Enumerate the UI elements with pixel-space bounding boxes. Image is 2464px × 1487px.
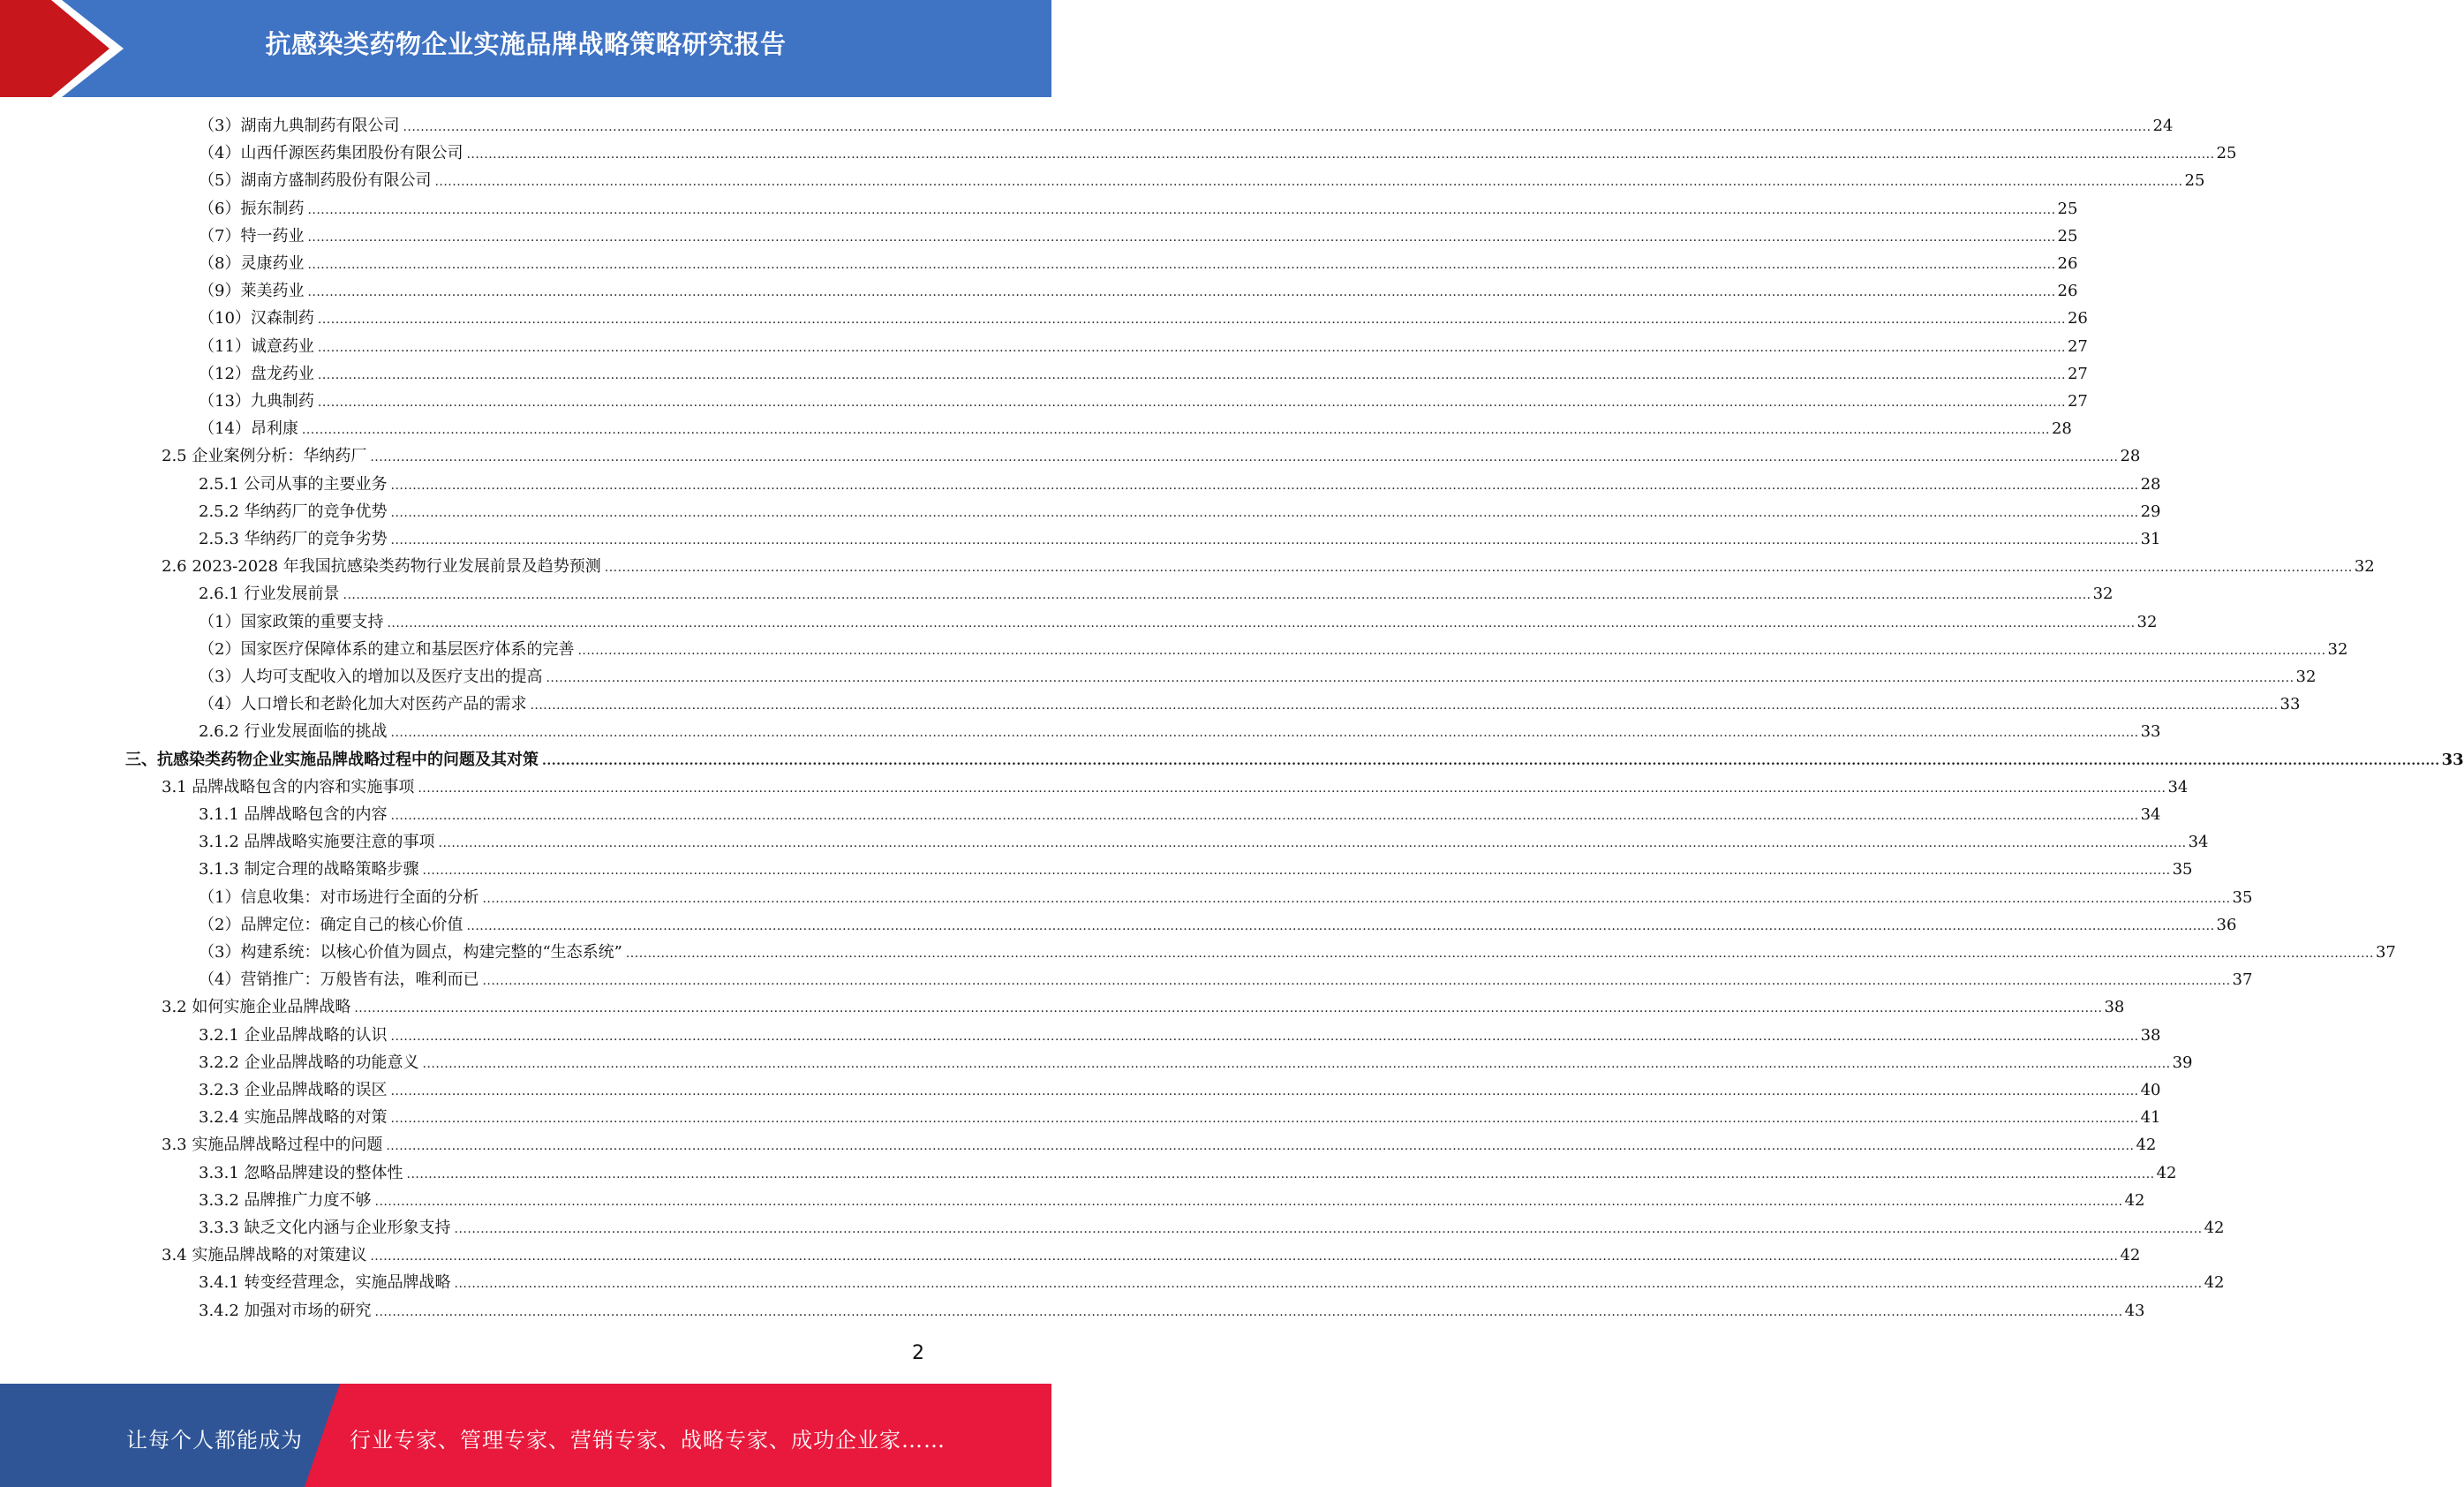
toc-dot-leader: ................................................................................................................................................................................................................................................................................................................................................................................................................ <box>422 864 2171 879</box>
toc-dot-leader: ................................................................................................................................................................................................................................................................................................................................................................................................................ <box>454 1222 2203 1236</box>
toc-entry-page: 25 <box>2057 226 2078 245</box>
toc-entry-page: 27 <box>2067 336 2088 356</box>
toc-entry[interactable] <box>199 223 2078 250</box>
toc-entry-title: 3.2.2 企业品牌战略的功能意义 <box>199 1053 419 1072</box>
toc-dot-leader: ................................................................................................................................................................................................................................................................................................................................................................................................................ <box>390 478 2139 493</box>
toc-entry-page: 34 <box>2167 777 2189 796</box>
toc-entry-title: 2.5 企业案例分析：华纳药厂 <box>162 447 367 466</box>
toc-entry-title: （2）国家医疗保障体系的建立和基层医疗体系的完善 <box>199 639 575 659</box>
toc-entry-title: （12）盘龙药业 <box>199 364 314 383</box>
toc-entry-title: （4）人口增长和老龄化加大对医药产品的需求 <box>199 695 527 714</box>
toc-entry-page: 29 <box>2140 502 2161 521</box>
report-title: 抗感染类药物企业实施品牌战略策略研究报告 <box>265 29 787 59</box>
toc-entry-title: 3.2 如何实施企业品牌战略 <box>162 998 351 1017</box>
toc-entry-page: 26 <box>2067 309 2088 328</box>
toc-dot-leader: ................................................................................................................................................................................................................................................................................................................................................................................................................ <box>546 671 2294 685</box>
toc-dot-leader: ................................................................................................................................................................................................................................................................................................................................................................................................................ <box>403 120 2151 134</box>
toc-entry[interactable] <box>199 691 2301 718</box>
toc-entry-title: 3.2.3 企业品牌战略的误区 <box>199 1081 388 1099</box>
toc-entry-page: 28 <box>2120 447 2141 466</box>
toc-entry-page: 26 <box>2057 282 2078 301</box>
toc-entry[interactable] <box>199 525 2161 553</box>
toc-entry[interactable] <box>199 1022 2161 1049</box>
toc-dot-leader: ................................................................................................................................................................................................................................................................................................................................................................................................................ <box>387 615 2136 630</box>
toc-dot-leader: ................................................................................................................................................................................................................................................................................................................................................................................................................ <box>577 643 2326 658</box>
toc-dot-leader: ................................................................................................................................................................................................................................................................................................................................................................................................................ <box>418 781 2166 796</box>
toc-entry-title: 3.3 实施品牌战略过程中的问题 <box>162 1136 383 1155</box>
toc-entry-title: 3.3.3 缺乏文化内涵与企业形象支持 <box>199 1219 451 1237</box>
toc-dot-leader: ................................................................................................................................................................................................................................................................................................................................................................................................................ <box>307 285 2056 300</box>
toc-entry-page: 33 <box>2441 750 2464 769</box>
toc-entry-title: （4）营销推广：万般皆有法，唯利而已 <box>199 970 479 990</box>
toc-entry-page: 27 <box>2067 364 2088 383</box>
toc-entry-page: 39 <box>2172 1053 2193 1072</box>
toc-entry[interactable] <box>162 774 2189 801</box>
toc-entry-page: 26 <box>2057 254 2078 273</box>
toc-entry-page: 24 <box>2152 117 2174 135</box>
toc-entry[interactable] <box>199 608 2158 636</box>
toc-dot-leader: ................................................................................................................................................................................................................................................................................................................................................................................................................ <box>390 1112 2139 1127</box>
toc-entry[interactable] <box>199 1076 2161 1104</box>
toc-dot-leader: ................................................................................................................................................................................................................................................................................................................................................................................................................ <box>390 533 2139 547</box>
toc-entry-title: 2.5.2 华纳药厂的竞争优势 <box>199 502 388 521</box>
toc-entry-title: （2）品牌定位：确定自己的核心价值 <box>199 915 463 934</box>
toc-entry-page: 25 <box>2216 144 2237 163</box>
toc-entry-title: 3.4.2 加强对市场的研究 <box>199 1301 372 1320</box>
toc-entry-title: 3.4 实施品牌战略的对策建议 <box>162 1246 367 1265</box>
page-footer <box>0 1384 1051 1487</box>
toc-entry[interactable] <box>199 471 2161 498</box>
toc-entry-title: 2.5.1 公司从事的主要业务 <box>199 474 388 494</box>
toc-entry-title: （6）振东制药 <box>199 199 305 218</box>
toc-dot-leader: ................................................................................................................................................................................................................................................................................................................................................................................................................ <box>390 1029 2139 1044</box>
toc-entry-page: 37 <box>2375 943 2396 962</box>
toc-entry[interactable] <box>199 195 2078 223</box>
toc-dot-leader: ................................................................................................................................................................................................................................................................................................................................................................................................................ <box>406 1166 2155 1181</box>
toc-entry-title: 2.6.1 行业发展前景 <box>199 585 340 604</box>
toc-entry-page: 33 <box>2279 695 2301 714</box>
toc-dot-leader: ................................................................................................................................................................................................................................................................................................................................................................................................................ <box>466 147 2215 162</box>
toc-entry-page: 28 <box>2140 474 2161 494</box>
toc-entry-page: 43 <box>2124 1301 2145 1320</box>
toc-entry-title: （3）人均可支配收入的增加以及医疗支出的提高 <box>199 668 543 686</box>
toc-dot-leader: ................................................................................................................................................................................................................................................................................................................................................................................................................ <box>482 974 2231 989</box>
toc-entry-page: 25 <box>2057 199 2078 218</box>
toc-entry-page: 35 <box>2172 860 2193 879</box>
toc-entry[interactable] <box>199 911 2237 939</box>
toc-entry-page: 42 <box>2120 1246 2141 1265</box>
toc-entry-page: 42 <box>2204 1273 2225 1293</box>
toc-entry-page: 41 <box>2140 1108 2161 1128</box>
toc-entry-page: 32 <box>2295 668 2317 686</box>
toc-dot-leader: ................................................................................................................................................................................................................................................................................................................................................................................................................ <box>604 561 2353 576</box>
toc-entry[interactable] <box>199 856 2193 883</box>
toc-entry-title: （5）湖南方盛制药股份有限公司 <box>199 171 432 191</box>
toc-dot-leader: ................................................................................................................................................................................................................................................................................................................................................................................................................ <box>625 947 2374 961</box>
toc-entry-title: 3.1.2 品牌战略实施要注意的事项 <box>199 833 435 852</box>
toc-entry-title: （1）国家政策的重要支持 <box>199 612 384 631</box>
toc-entry[interactable] <box>199 801 2161 828</box>
toc-dot-leader: ................................................................................................................................................................................................................................................................................................................................................................................................................ <box>422 1056 2171 1071</box>
toc-entry-title: 三、抗感染类药物企业实施品牌战略过程中的问题及其对策 <box>125 750 539 769</box>
toc-entry[interactable] <box>199 333 2088 360</box>
toc-entry-title: 2.5.3 华纳药厂的竞争劣势 <box>199 530 388 548</box>
toc-dot-leader: ................................................................................................................................................................................................................................................................................................................................................................................................................ <box>301 423 2050 438</box>
toc-entry[interactable] <box>199 360 2088 388</box>
toc-entry[interactable] <box>199 966 2253 993</box>
toc-entry-page: 32 <box>2327 639 2348 659</box>
toc-entry[interactable] <box>199 1269 2225 1296</box>
toc-dot-leader: ................................................................................................................................................................................................................................................................................................................................................................................................................ <box>354 1001 2103 1016</box>
page-header <box>0 0 1051 97</box>
toc-entry-page: 42 <box>2156 1163 2177 1182</box>
toc-entry-title: （3）构建系统：以核心价值为圆点，构建完整的“生态系统” <box>199 943 622 962</box>
toc-entry-title: （10）汉森制药 <box>199 309 314 328</box>
toc-entry[interactable] <box>199 167 2205 194</box>
toc-entry[interactable] <box>199 388 2088 415</box>
toc-dot-leader: ................................................................................................................................................................................................................................................................................................................................................................................................................ <box>374 1194 2123 1209</box>
toc-entry-title: （1）信息收集：对市场进行全面的分析 <box>199 887 479 907</box>
toc-dot-leader: ................................................................................................................................................................................................................................................................................................................................................................................................................ <box>482 891 2231 906</box>
toc-dot-leader: ................................................................................................................................................................................................................................................................................................................................................................................................................ <box>317 367 2066 382</box>
page-number: 2 <box>912 1342 924 1364</box>
toc-entry[interactable] <box>199 1297 2145 1325</box>
toc-entry-page: 42 <box>2204 1219 2225 1237</box>
toc-entry-page: 28 <box>2051 419 2072 439</box>
toc-entry-title: 3.2.4 实施品牌战略的对策 <box>199 1108 388 1128</box>
toc-dot-leader: ................................................................................................................................................................................................................................................................................................................................................................................................................ <box>390 726 2139 741</box>
toc-entry-page: 40 <box>2140 1081 2161 1099</box>
toc-dot-leader: ................................................................................................................................................................................................................................................................................................................................................................................................................ <box>390 505 2139 520</box>
toc-entry-title: 3.1 品牌战略包含的内容和实施事项 <box>162 777 415 796</box>
toc-entry-title: 3.1.1 品牌战略包含的内容 <box>199 805 388 824</box>
toc-dot-leader: ................................................................................................................................................................................................................................................................................................................................................................................................................ <box>307 258 2056 272</box>
toc-dot-leader: ................................................................................................................................................................................................................................................................................................................................................................................................................ <box>370 450 2119 465</box>
toc-entry[interactable] <box>162 553 2375 580</box>
toc-entry-title: （8）灵康药业 <box>199 254 305 273</box>
toc-entry-title: （13）九典制药 <box>199 392 314 411</box>
toc-entry-page: 42 <box>2136 1136 2157 1155</box>
toc-entry[interactable] <box>199 663 2317 691</box>
toc-entry-title: 3.4.1 转变经营理念，实施品牌战略 <box>199 1273 451 1293</box>
toc-entry[interactable] <box>199 305 2088 332</box>
toc-entry[interactable] <box>125 746 2464 774</box>
toc-entry-page: 38 <box>2104 998 2125 1017</box>
toc-entry[interactable] <box>162 993 2125 1021</box>
toc-dot-leader: ................................................................................................................................................................................................................................................................................................................................................................................................................ <box>466 918 2215 933</box>
toc-entry-title: 3.3.2 品牌推广力度不够 <box>199 1190 372 1210</box>
footer-slogan-left: 让每个人都能成为 <box>126 1428 303 1453</box>
toc-entry-title: （11）诚意药业 <box>199 336 314 356</box>
toc-dot-leader: ................................................................................................................................................................................................................................................................................................................................................................................................................ <box>438 836 2187 851</box>
toc-entry[interactable] <box>162 442 2141 470</box>
toc-entry-page: 27 <box>2067 392 2088 411</box>
toc-entry-page: 35 <box>2232 887 2253 907</box>
toc-dot-leader: ................................................................................................................................................................................................................................................................................................................................................................................................................ <box>390 1084 2139 1098</box>
toc-entry-page: 33 <box>2140 722 2161 742</box>
toc-dot-leader: ................................................................................................................................................................................................................................................................................................................................................................................................................ <box>317 313 2066 328</box>
toc-entry-title: 3.3.1 忽略品牌建设的整体性 <box>199 1163 403 1182</box>
toc-dot-leader: ................................................................................................................................................................................................................................................................................................................................................................................................................ <box>530 698 2279 713</box>
toc-entry[interactable] <box>199 498 2161 525</box>
toc-entry-title: （4）山西仟源医药集团股份有限公司 <box>199 144 463 163</box>
toc-dot-leader: ................................................................................................................................................................................................................................................................................................................................................................................................................ <box>317 340 2066 355</box>
toc-entry[interactable] <box>199 718 2161 745</box>
toc-entry-title: 2.6 2023-2028 年我国抗感染类药物行业发展前景及趋势预测 <box>162 557 601 577</box>
toc-entry-page: 34 <box>2140 805 2161 824</box>
toc-entry[interactable] <box>199 140 2237 167</box>
toc-entry[interactable] <box>199 1187 2145 1214</box>
toc-entry-title: 3.2.1 企业品牌战略的认识 <box>199 1025 388 1045</box>
toc-entry[interactable] <box>199 580 2114 608</box>
toc-dot-leader: ................................................................................................................................................................................................................................................................................................................................................................................................................ <box>386 1139 2135 1154</box>
toc-entry-page: 31 <box>2140 530 2161 548</box>
toc-entry-page: 32 <box>2092 585 2114 604</box>
toc-entry[interactable] <box>199 1104 2161 1131</box>
toc-dot-leader: ................................................................................................................................................................................................................................................................................................................................................................................................................ <box>454 1277 2203 1292</box>
toc-entry[interactable] <box>199 939 2396 966</box>
footer-slogan-right: 行业专家、管理专家、营销专家、战略专家、成功企业家…… <box>350 1428 946 1453</box>
toc-entry-page: 36 <box>2216 915 2237 934</box>
toc-entry[interactable] <box>199 884 2253 911</box>
toc-entry[interactable] <box>199 277 2078 305</box>
toc-entry-title: 3.1.3 制定合理的战略策略步骤 <box>199 860 419 879</box>
toc-entry-title: （3）湖南九典制药有限公司 <box>199 117 400 135</box>
toc-entry[interactable] <box>199 828 2209 856</box>
toc-entry-page: 42 <box>2124 1190 2145 1210</box>
toc-entry-title: （14）昂利康 <box>199 419 298 439</box>
toc-dot-leader: ................................................................................................................................................................................................................................................................................................................................................................................................................ <box>434 175 2183 190</box>
toc-entry[interactable] <box>199 415 2072 442</box>
toc-entry-page: 25 <box>2184 171 2205 191</box>
toc-dot-leader: ................................................................................................................................................................................................................................................................................................................................................................................................................ <box>390 809 2139 823</box>
toc-dot-leader: ................................................................................................................................................................................................................................................................................................................................................................................................................ <box>343 588 2091 603</box>
toc-dot-leader: ................................................................................................................................................................................................................................................................................................................................................................................................................ <box>374 1304 2123 1319</box>
toc-entry-title: 2.6.2 行业发展面临的挑战 <box>199 722 388 742</box>
toc-entry-page: 32 <box>2354 557 2375 577</box>
toc-entry[interactable] <box>199 1049 2193 1076</box>
toc-entry-page: 34 <box>2188 833 2209 852</box>
toc-entry[interactable] <box>199 250 2078 277</box>
toc-entry-page: 38 <box>2140 1025 2161 1045</box>
toc-dot-leader: ................................................................................................................................................................................................................................................................................................................................................................................................................ <box>317 396 2066 410</box>
toc-entry[interactable] <box>199 636 2348 663</box>
toc-dot-leader: ................................................................................................................................................................................................................................................................................................................................................................................................................ <box>307 230 2056 245</box>
toc-dot-leader: ................................................................................................................................................................................................................................................................................................................................................................................................................ <box>542 753 2440 768</box>
toc-dot-leader: ................................................................................................................................................................................................................................................................................................................................................................................................................ <box>370 1249 2119 1264</box>
toc-entry-title: （9）莱美药业 <box>199 282 305 301</box>
toc-entry[interactable] <box>199 1159 2177 1187</box>
toc-entry-page: 37 <box>2232 970 2253 990</box>
toc-entry-title: （7）特一药业 <box>199 226 305 245</box>
toc-entry[interactable] <box>162 1242 2141 1269</box>
toc-dot-leader: ................................................................................................................................................................................................................................................................................................................................................................................................................ <box>307 202 2056 217</box>
toc-entry[interactable] <box>199 112 2174 140</box>
toc-entry[interactable] <box>162 1131 2157 1159</box>
toc-entry[interactable] <box>199 1214 2225 1242</box>
toc-entry-page: 32 <box>2136 612 2158 631</box>
